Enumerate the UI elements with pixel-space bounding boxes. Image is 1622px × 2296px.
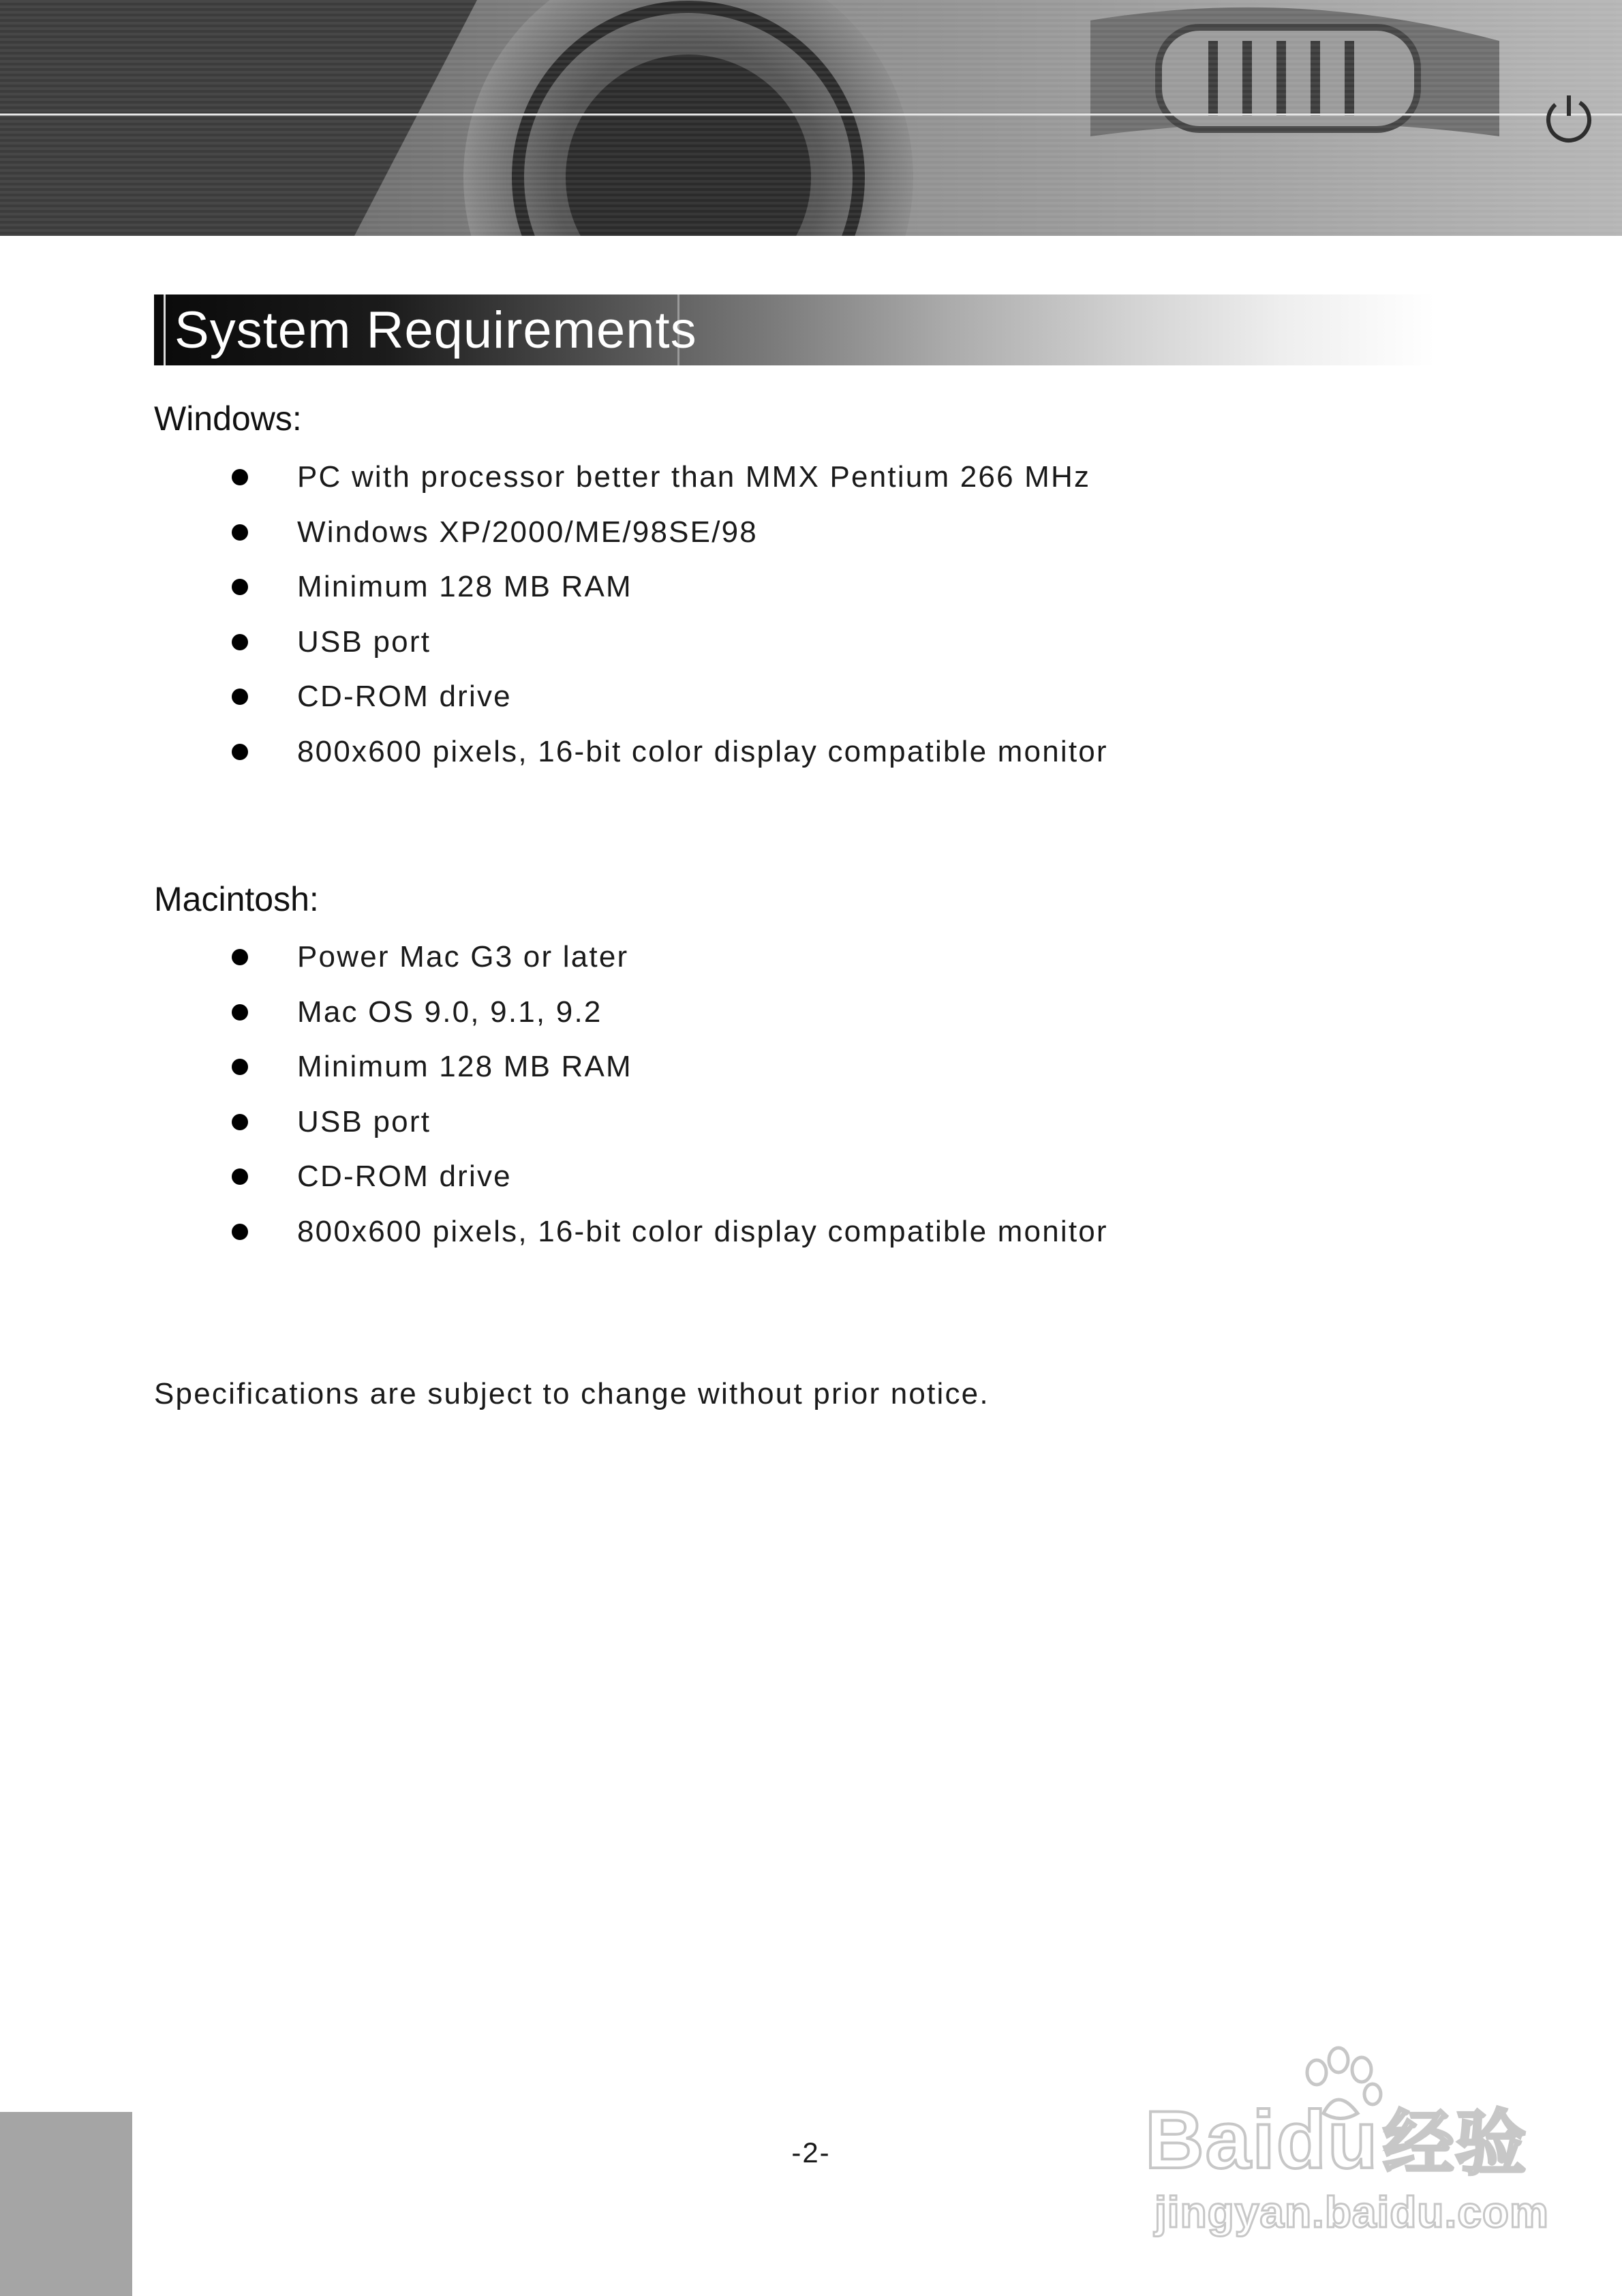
list-item — [232, 1095, 1108, 1150]
list-item — [232, 1040, 1108, 1095]
bullet-icon — [232, 634, 248, 650]
requirement-text: Mac OS 9.0, 9.1, 9.2 — [297, 995, 602, 1029]
bullet-icon — [232, 1004, 248, 1021]
bullet-icon — [232, 579, 248, 595]
requirement-text: USB port — [297, 1104, 431, 1138]
list-item — [232, 930, 1108, 985]
section-title-bar — [154, 294, 1435, 365]
bullet-icon — [232, 1059, 248, 1075]
page-number: -2- — [791, 2136, 831, 2169]
bullet-icon — [232, 744, 248, 760]
macintosh-heading: Macintosh: — [154, 880, 319, 918]
macintosh-requirements-list — [232, 930, 1108, 1259]
requirement-text: 800x600 pixels, 16-bit color display compatible monitor — [297, 1214, 1108, 1248]
bullet-icon — [232, 1224, 248, 1240]
bullet-icon — [232, 689, 248, 705]
windows-requirements-list — [232, 450, 1108, 779]
requirement-text: 800x600 pixels, 16-bit color display compatible monitor — [297, 734, 1108, 768]
list-item — [232, 669, 1108, 725]
requirement-text: Minimum 128 MB RAM — [297, 570, 632, 604]
watermark-url: jingyan.baidu.com — [1154, 2188, 1549, 2237]
list-item — [232, 560, 1108, 615]
windows-heading: Windows: — [154, 399, 302, 438]
baidu-watermark — [1145, 2045, 1554, 2243]
requirement-text: Windows XP/2000/ME/98SE/98 — [297, 515, 758, 549]
requirement-text: Minimum 128 MB RAM — [297, 1050, 632, 1084]
list-item — [232, 725, 1108, 780]
header-banner — [0, 0, 1622, 236]
list-item — [232, 615, 1108, 670]
requirement-text: PC with processor better than MMX Pentium 266 MHz — [297, 460, 1091, 494]
bullet-icon — [232, 1168, 248, 1185]
bullet-icon — [232, 469, 248, 485]
banner-graphic — [0, 0, 1622, 236]
list-item — [232, 505, 1108, 560]
watermark-brand: Baidu经验 — [1145, 2094, 1528, 2186]
list-item — [232, 985, 1108, 1040]
requirement-text: Power Mac G3 or later — [297, 940, 629, 974]
requirement-text: USB port — [297, 624, 431, 659]
bullet-icon — [232, 1114, 248, 1130]
bullet-icon — [232, 524, 248, 541]
bullet-icon — [232, 949, 248, 965]
requirement-text: CD-ROM drive — [297, 680, 512, 714]
list-item — [232, 1149, 1108, 1205]
requirement-text: CD-ROM drive — [297, 1160, 512, 1194]
specifications-notice: Specifications are subject to change without prior notice. — [154, 1377, 990, 1410]
list-item — [232, 450, 1108, 505]
page-corner-tab — [0, 2112, 132, 2296]
list-item — [232, 1205, 1108, 1260]
page-title: System Requirements — [174, 301, 697, 359]
